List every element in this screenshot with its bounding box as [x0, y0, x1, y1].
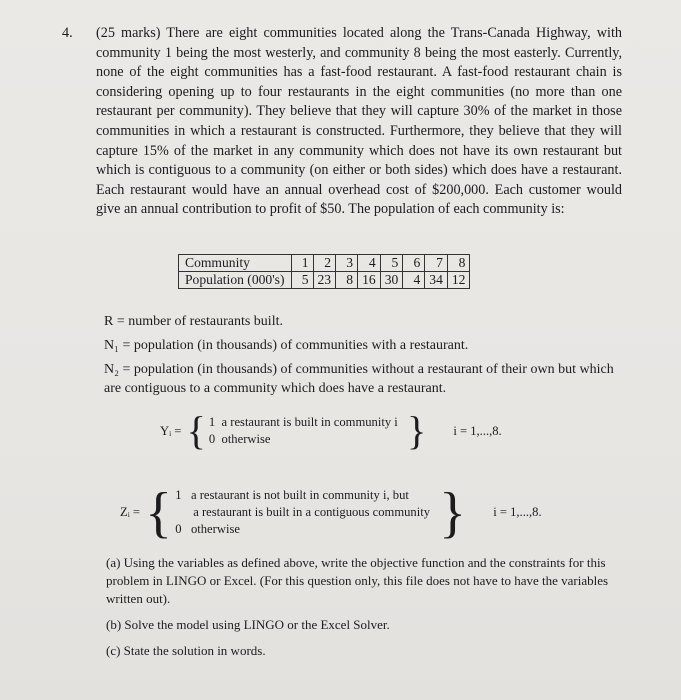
problem-statement — [62, 24, 622, 220]
population-label: Population (000's) — [179, 272, 292, 289]
right-brace-icon: } — [439, 481, 467, 544]
zi-range: i = 1,...,8. — [493, 505, 542, 519]
community-cell: 5 — [380, 255, 403, 272]
community-cell: 4 — [358, 255, 381, 272]
definition-n1: N₁ = population (in thousands) of communities with a restaurant. — [104, 338, 469, 353]
community-cell: 8 — [447, 255, 470, 272]
community-cell: 1 — [291, 255, 313, 272]
definition-n2: N₂ = population (in thousands) of communities without a restaurant of their own but which are contiguous to a community which does have a restaurant. — [104, 362, 614, 396]
questions — [106, 554, 616, 668]
yi-case1-value: 1 — [208, 415, 216, 429]
question-b: (b) Solve the model using LINGO or the Excel Solver. — [106, 617, 390, 632]
population-row — [179, 272, 470, 289]
left-brace-icon: { — [186, 408, 206, 453]
community-label: Community — [179, 255, 292, 272]
problem-number: 4. — [62, 25, 73, 41]
zi-case2-text: otherwise — [190, 522, 240, 536]
yi-case2-value: 0 — [208, 432, 216, 446]
yi-case2-text: otherwise — [221, 432, 271, 446]
zi-case1-line1: a restaurant is not built in community i, but — [190, 488, 409, 502]
zi-case1-value: 1 — [175, 488, 182, 502]
problem-text: (25 marks) There are eight communities located along the Trans-Canada Highway, with community 1 being the most westerly, and community 8 being the most easterly. Currently, none of the eight communities has a fast-food restaurant. A fast-food restaurant chain is considering opening up to four restaurants in the eight communities (no more than one restaurant per community). They believe that they will capture 30% of the market in those communities in which a restaurant is constructed. Furthermore, they believe that they will capture 15% of the market in any community which does not have its own restaurant but which is contiguous to a community (on either or both sides) which does have a restaurant. Each restaurant would have an annual overhead cost of $200,000. Each customer would give an annual contribution to profit of $50. The population of each community is: — [96, 25, 622, 218]
community-cell: 6 — [403, 255, 425, 272]
community-row — [179, 255, 470, 272]
population-cell: 12 — [447, 272, 470, 289]
zi-lhs: Zᵢ = — [120, 505, 141, 519]
community-cell: 3 — [336, 255, 358, 272]
population-cell: 16 — [358, 272, 381, 289]
left-brace-icon: { — [145, 481, 173, 544]
population-cell: 30 — [380, 272, 403, 289]
zi-definition — [120, 481, 542, 544]
population-cell: 5 — [291, 272, 313, 289]
population-cell: 34 — [425, 272, 448, 289]
yi-range: i = 1,...,8. — [453, 423, 502, 438]
zi-case2-value: 0 — [175, 522, 182, 536]
question-c: (c) State the solution in words. — [106, 643, 266, 658]
population-cell: 8 — [336, 272, 358, 289]
yi-lhs: Yᵢ = — [160, 423, 182, 438]
yi-definition — [160, 408, 502, 453]
population-cell: 4 — [403, 272, 425, 289]
variable-definitions — [104, 312, 614, 403]
right-brace-icon: } — [406, 408, 427, 453]
zi-case1-line2: a restaurant is built in a contiguous community — [193, 505, 431, 519]
yi-case1-text: a restaurant is built in community i — [221, 415, 398, 429]
population-cell: 23 — [313, 272, 336, 289]
question-a: (a) Using the variables as defined above, write the objective function and the constraints for this problem in LINGO or Excel. (For this question only, this file does not have to have the variables written out). — [106, 555, 609, 606]
definition-r: R = number of restaurants built. — [104, 314, 283, 329]
community-cell: 7 — [425, 255, 448, 272]
community-cell: 2 — [313, 255, 336, 272]
population-table — [178, 254, 470, 289]
